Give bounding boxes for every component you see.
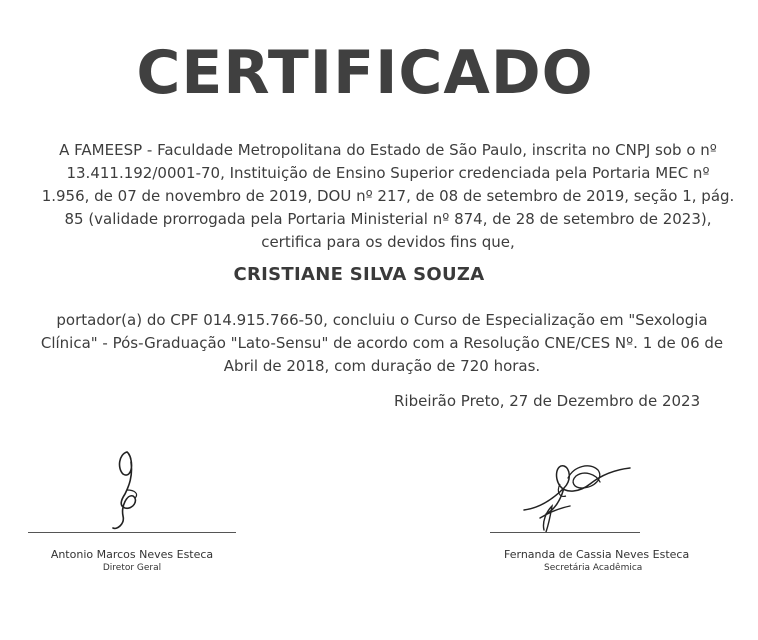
signatory-1-role: Diretor Geral	[102, 563, 162, 573]
signature-2-line	[490, 532, 640, 533]
body-line: portador(a) do CPF 014.915.766-50, concluiu o Curso de Especialização em "Sexologia	[56, 311, 708, 329]
intro-line: 1.956, de 07 de novembro de 2019, DOU nº 217, de 08 de setembro de 2019, seção 1, pág.	[41, 187, 735, 205]
intro-paragraph	[18, 139, 758, 254]
intro-line: certifica para os devidos fins que,	[261, 233, 515, 251]
body-line: Clínica" - Pós-Graduação "Lato-Sensu" de acordo com a Resolução CNE/CES Nº. 1 de 06 de	[40, 334, 724, 352]
signatory-2-role: Secretária Acadêmica	[544, 563, 643, 573]
signature-2-image	[520, 448, 645, 538]
signatory-2-name: Fernanda de Cassia Neves Esteca	[504, 548, 690, 561]
place-date: Ribeirão Preto, 27 de Dezembro de 2023	[394, 392, 701, 410]
intro-line: 13.411.192/0001-70, Instituição de Ensino Superior credenciada pela Portaria MEC nº	[66, 164, 710, 182]
intro-line: 85 (validade prorrogada pela Portaria Ministerial nº 874, de 28 de setembro de 2023),	[64, 210, 712, 228]
recipient-name: CRISTIANE SILVA SOUZA	[233, 264, 485, 285]
certificate-title: CERTIFICADO	[136, 38, 594, 108]
body-line: Abril de 2018, com duração de 720 horas.	[223, 357, 541, 375]
intro-line: A FAMEESP - Faculdade Metropolitana do Estado de São Paulo, inscrita no CNPJ sob o nº	[59, 141, 717, 159]
signature-1-image	[105, 450, 155, 535]
signatory-1-name: Antonio Marcos Neves Esteca	[50, 548, 214, 561]
signature-1-line	[28, 532, 236, 533]
body-paragraph	[12, 309, 752, 378]
